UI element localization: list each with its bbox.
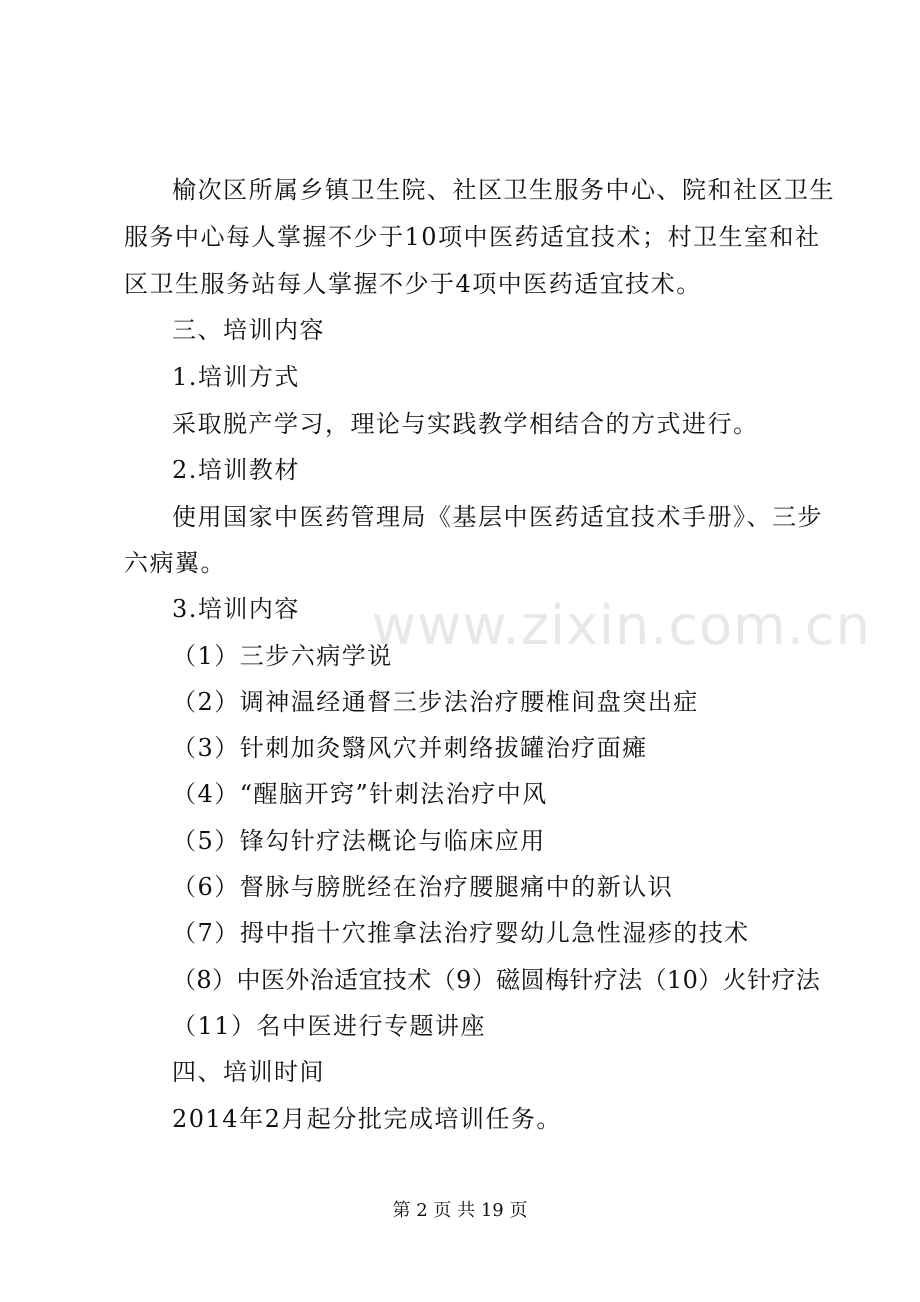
paragraph-line: 使用国家中医药管理局《基层中医药适宜技术手册》、三步 xyxy=(172,503,823,531)
list-item: （5）锋勾针疗法概论与临床应用 xyxy=(172,827,546,855)
watermark: www.zixin.com.cn xyxy=(372,594,871,657)
list-item: （7）拇中指十穴推拿法治疗婴幼儿急性湿疹的技术 xyxy=(172,919,750,947)
paragraph-line: 采取脱产学习，理论与实践教学相结合的方式进行。 xyxy=(172,410,759,438)
section-heading: 四、培训时间 xyxy=(172,1058,325,1086)
list-item: （8）中医外治适宜技术（9）磁圆梅针疗法（10）火针疗法 xyxy=(172,966,821,994)
list-item: （2）调神温经通督三步法治疗腰椎间盘突出症 xyxy=(172,688,699,716)
list-item: （3）针刺加灸翳风穴并刺络拔罐治疗面瘫 xyxy=(172,734,648,762)
list-item: （4）“醒脑开窍”针刺法治疗中风 xyxy=(172,780,548,808)
paragraph-line: 服务中心每人掌握不少于10项中医药适宜技术；村卫生室和社 xyxy=(124,223,821,251)
list-item: （1）三步六病学说 xyxy=(172,642,393,670)
list-item: （6）督脉与膀胱经在治疗腰腿痛中的新认识 xyxy=(172,873,674,901)
subsection-heading: 3.培训内容 xyxy=(172,595,300,623)
paragraph-line: 六病翼。 xyxy=(124,549,226,577)
subsection-heading: 2.培训教材 xyxy=(172,456,300,484)
page-number: 第 2 页 共 19 页 xyxy=(392,1200,528,1221)
paragraph-line: 2014年2月起分批完成培训任务。 xyxy=(172,1105,562,1133)
paragraph-line: 榆次区所属乡镇卫生院、社区卫生服务中心、院和社区卫生 xyxy=(172,176,835,204)
section-heading: 三、培训内容 xyxy=(172,316,325,344)
paragraph-line: 区卫生服务站每人掌握不少于4项中医药适宜技术。 xyxy=(124,270,702,298)
list-item: （11）名中医进行专题讲座 xyxy=(172,1012,487,1040)
subsection-heading: 1.培训方式 xyxy=(172,363,300,391)
